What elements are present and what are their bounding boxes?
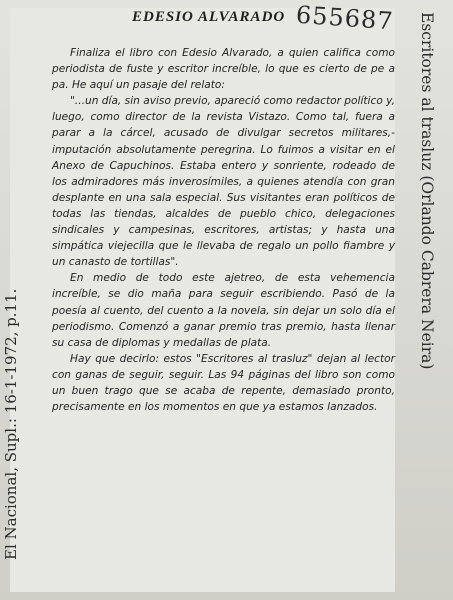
article-body (52, 45, 395, 415)
paragraph-writing: En medio de todo este ajetreo, de esta vehemencia increíble, se dio maña para seguir escribiendo. Pasó de la poesía al cuento, del cuento a la novela, sin dejar un solo día el periodismo. Comenzó a ganar premio tras premio, hasta llenar su casa de diplomas y medallas de plata. (52, 272, 395, 349)
article-heading: EDESIO ALVARADO (132, 9, 286, 25)
handwritten-book-title: Escritores al trasluz (Orlando Cabrera Neira) (418, 12, 436, 370)
paragraph-quote: "...un día, sin aviso previo, apareció como redactor político y, luego, como director de la revista Vistazo. Como tal, fuera a parar a la cárcel, acusado de divulgar secretos militares,- imputación absolutamente peregrina. Lo fuimos a visitar en el Anexo de Capuchinos. Estaba entero y sonriente, rodeado de los admiradores más inverosímiles, a quienes atendía con gran desplante en una sala especial. Sus visitantes eran políticos de todas las tiendas, alcaldes de pueblo chico, delegaciones sindicales y campesinas, escritores, artistas; y hasta una simpática viejecilla que le llevaba de regalo un pollo fiambre y un canasto de tortillas". (52, 95, 395, 269)
handwritten-source-citation: El Nacional, Supl.: 16-1-1972, p.11. (2, 288, 20, 560)
paragraph-intro: Finaliza el libro con Edesio Alvarado, a quien califica como periodista de fuste y escritor increíble, lo que es cierto de pe a pa. He aquí un pasaje del relato: (52, 47, 395, 92)
handwritten-catalog-number: 655687 (295, 0, 395, 36)
paragraph-closing: Hay que decirlo: estos "Escritores al trasluz" dejan al lector con ganas de seguir, seguir. Las 94 páginas del libro son como un buen trago que se acaba de repente, demasiado pronto, precisamente en los momentos en que ya estamos lanzados. (52, 352, 395, 414)
